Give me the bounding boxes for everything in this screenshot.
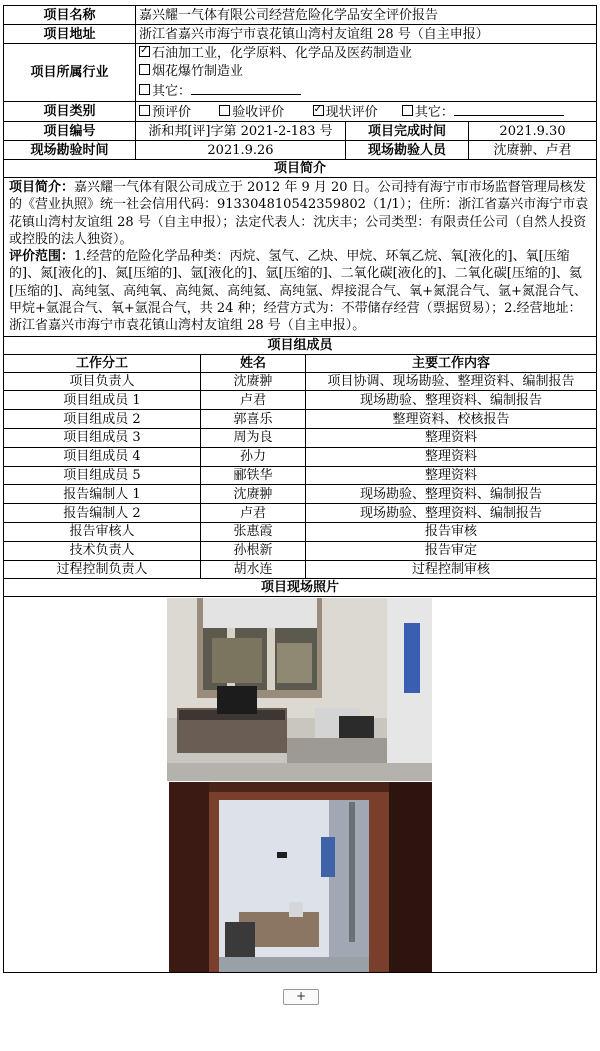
intro-summary: 项目简介：嘉兴耀一气体有限公司成立于 2012 年 9 月 20 日。公司持有海宁市市场监督管理局核发的《营业执照》统一社会信用代码：913304810542359802（1/1）；住所：浙江省嘉兴市海宁市袁花镇山湾村友谊组 28 号（自主申报）；法定代表人：沈庆丰；公司类型：有限责任公司（自然人投资或控股的法人独资）。 xyxy=(9,180,589,247)
member-name: 郦铁华 xyxy=(201,466,306,485)
member-duty: 项目协调、现场勘验、整理资料、编制报告 xyxy=(306,372,597,391)
member-duty: 整理资料、校核报告 xyxy=(306,410,597,429)
site-photo-room xyxy=(169,782,432,972)
member-duty: 过程控制审核 xyxy=(306,560,597,579)
project-name-value: 嘉兴耀一气体有限公司经营危险化学品安全评价报告 xyxy=(136,6,597,25)
member-role: 报告审核人 xyxy=(4,523,201,542)
type-option-pre[interactable]: 预评价 xyxy=(139,105,191,120)
type-option-acceptance[interactable]: 验收评价 xyxy=(219,105,284,120)
table-row xyxy=(4,372,597,391)
member-duty: 整理资料 xyxy=(306,466,597,485)
member-name: 张惠霞 xyxy=(201,523,306,542)
survey-time-value: 2021.9.26 xyxy=(136,141,346,160)
member-name: 卢君 xyxy=(201,391,306,410)
checkbox-icon xyxy=(402,105,413,116)
table-row xyxy=(4,523,597,542)
site-photo-office xyxy=(167,598,432,781)
checkbox-icon xyxy=(139,84,150,95)
table-row xyxy=(4,541,597,560)
members-header-duty: 主要工作内容 xyxy=(306,354,597,372)
survey-time-label: 现场勘验时间 xyxy=(4,141,136,160)
members-header-name: 姓名 xyxy=(201,354,306,372)
report-form xyxy=(3,5,596,973)
table-row xyxy=(4,504,597,523)
industry-other-blank xyxy=(191,81,301,95)
member-role: 技术负责人 xyxy=(4,541,201,560)
member-name: 孙力 xyxy=(201,447,306,466)
member-name: 周为良 xyxy=(201,429,306,448)
table-row xyxy=(4,429,597,448)
project-name-label: 项目名称 xyxy=(4,6,136,25)
table-row xyxy=(4,485,597,504)
photos-cell xyxy=(4,597,597,973)
industry-label: 项目所属行业 xyxy=(4,44,136,102)
member-role: 项目组成员 1 xyxy=(4,391,201,410)
industry-option-chemical[interactable]: ✓石油加工业，化学原料、化学品及医药制造业 xyxy=(139,45,593,63)
project-number-label: 项目编号 xyxy=(4,122,136,141)
project-address-label: 项目地址 xyxy=(4,25,136,44)
finish-time-label: 项目完成时间 xyxy=(346,122,469,141)
member-name: 郭喜乐 xyxy=(201,410,306,429)
member-role: 报告编制人 1 xyxy=(4,485,201,504)
table-row xyxy=(4,560,597,579)
member-duty: 现场勘验、整理资料、编制报告 xyxy=(306,485,597,504)
members-table xyxy=(3,336,597,974)
industry-option-fireworks[interactable]: 烟花爆竹制造业 xyxy=(139,63,593,81)
member-name: 胡水连 xyxy=(201,560,306,579)
member-duty: 报告审核 xyxy=(306,523,597,542)
member-role: 项目组成员 2 xyxy=(4,410,201,429)
member-name: 沈赓翀 xyxy=(201,372,306,391)
intro-section-title: 项目简介 xyxy=(4,160,597,178)
project-address-value: 浙江省嘉兴市海宁市袁花镇山湾村友谊组 28 号（自主申报） xyxy=(136,25,597,44)
project-info-table xyxy=(3,5,597,337)
type-option-other[interactable]: 其它： xyxy=(402,105,564,120)
member-role: 项目组成员 5 xyxy=(4,466,201,485)
member-role: 项目组成员 4 xyxy=(4,447,201,466)
checkbox-icon xyxy=(219,105,230,116)
member-role: 过程控制负责人 xyxy=(4,560,201,579)
member-duty: 整理资料 xyxy=(306,447,597,466)
member-name: 孙根新 xyxy=(201,541,306,560)
checkbox-icon xyxy=(139,64,150,75)
type-other-blank xyxy=(454,102,564,116)
table-row xyxy=(4,391,597,410)
checkbox-icon xyxy=(139,105,150,116)
checkbox-icon xyxy=(139,46,150,57)
industry-options xyxy=(136,44,597,102)
survey-staff-label: 现场勘验人员 xyxy=(346,141,469,160)
members-section-title: 项目组成员 xyxy=(4,336,597,354)
member-duty: 现场勘验、整理资料、编制报告 xyxy=(306,504,597,523)
intro-scope: 评价范围：1.经营的危险化学品种类：丙烷、氢气、乙炔、甲烷、环氧乙烷、氧[液化的]、氧[压缩的]、氮[液化的]、氮[压缩的]、氩[液化的]、氩[压缩的]、二氧化碳[液化的]、二氧化碳[压缩的]、氦[压缩的]、高纯氢、高纯氧、高纯氮、高纯氦、高纯氩、焊接混合气、氧+氮混合气、氩+氮混合气、甲烷+氩混合气、氧+氩混合气，共 24 种；经营方式为：不带储存经营（票据贸易）；2.经营地址：浙江省嘉兴市海宁市袁花镇山湾村友谊组 28 号（自主申报）。 xyxy=(9,249,587,334)
table-row xyxy=(4,466,597,485)
table-row xyxy=(4,447,597,466)
member-duty: 整理资料 xyxy=(306,429,597,448)
member-role: 项目负责人 xyxy=(4,372,201,391)
member-name: 沈赓翀 xyxy=(201,485,306,504)
member-role: 报告编制人 2 xyxy=(4,504,201,523)
project-type-label: 项目类别 xyxy=(4,102,136,122)
industry-option-other[interactable]: 其它： xyxy=(139,81,593,101)
survey-staff-value: 沈赓翀、卢君 xyxy=(469,141,597,160)
member-name: 卢君 xyxy=(201,504,306,523)
table-row xyxy=(4,410,597,429)
finish-time-value: 2021.9.30 xyxy=(469,122,597,141)
member-role: 项目组成员 3 xyxy=(4,429,201,448)
project-number-value: 浙和邦[评]字第 2021-2-183 号 xyxy=(136,122,346,141)
members-header-role: 工作分工 xyxy=(4,354,201,372)
member-duty: 现场勘验、整理资料、编制报告 xyxy=(306,391,597,410)
project-type-options xyxy=(136,102,597,122)
members-rows xyxy=(4,372,597,579)
checkbox-icon xyxy=(313,105,324,116)
member-duty: 报告审定 xyxy=(306,541,597,560)
intro-body xyxy=(4,178,597,337)
type-option-current[interactable]: ✓ 现状评价 xyxy=(313,105,378,120)
expand-button[interactable]: + xyxy=(283,989,319,1005)
photos-section-title: 项目现场照片 xyxy=(4,579,597,597)
